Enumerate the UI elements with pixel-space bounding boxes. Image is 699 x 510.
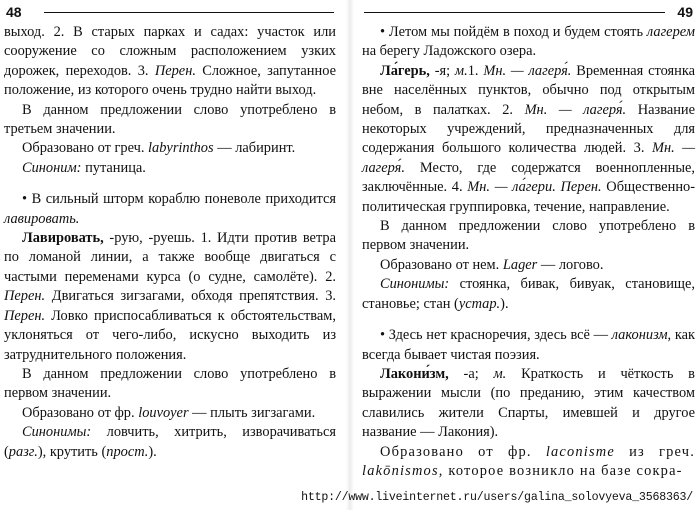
example-sentence: • В сильный шторм кораблю поневоле приходится лавировать. — [4, 191, 336, 227]
left-page — [0, 0, 344, 510]
header-rule — [364, 12, 665, 13]
example-sentence: • Летом мы пойдём в поход и будем стоять лагерем на берегу Ладожского озера. — [362, 24, 695, 60]
watermark-url: http://www.liveinternet.ru/users/galina_solovyeva_3568363/ — [301, 491, 693, 504]
dictionary-entry: Лакони́зм, -а; м. Краткость и чёткость в выражении мысли (по преданию, этим качеством славились жители Спарты, имевшей и другое название — Лакония). — [362, 365, 695, 441]
synonyms: Синонимы: стоянка, бивак, бивуак, становище, становье; стан (устар.). — [362, 276, 695, 312]
dictionary-entry: Лавировать, -рую, -руешь. 1. Идти против ветра по ломаной линии, а также вообще двигаться с частыми переменами курса (о судне, самолёте). 2. Перен. Двигаться зигзагами, обходя препятствия. 3. Перен. Ловко приспосабливаться к обстоятельствам, уклоняться от чего-либо, искусно выходить из затруднительного положения. — [4, 230, 336, 363]
dictionary-entry: Ла́герь, -я; м.1. Мн. — лагеря́. Временная стоянка вне населённых пунктов, обычно под открытым небом, в палатках. 2. Мн. — лагеря́. Название некоторых учреждений, предназначенных для содержания большого количества людей. 3. Мн. — лагеря́. Место, где содержатся военнопленные, заключённые. 4. Мн. — ла́гери. Перен. Общественно-политическая группировка, течение, направление. — [362, 62, 696, 215]
usage-note: В данном предложении слово употреблено в третьем значении. — [4, 101, 336, 138]
page-number-right: 49 — [677, 4, 693, 20]
synonyms: Синоним: путаница. — [22, 159, 146, 176]
page-number-left: 48 — [6, 4, 22, 20]
usage-note: В данном предложении слово употреблено в первом значении. — [362, 218, 695, 254]
running-head-left — [4, 3, 336, 21]
header-rule — [44, 12, 334, 13]
etymology: Образовано от греч. labyrinthos — лабиринт. — [22, 140, 296, 157]
right-page-text — [362, 23, 695, 481]
etymology: Образовано от фр. laconisme из греч. lakōnismos, которое возникло на базе сокра- — [362, 443, 695, 479]
definition-continuation: выход. 2. В старых парках и садах: участок или сооружение со сложным расположением узких дорожек, переходов. 3. Перен. Сложное, запутанное положение, из которого очень трудно найти выход. — [4, 24, 336, 99]
left-page-text — [4, 23, 336, 462]
example-sentence: • Здесь нет красноречия, здесь всё — лаконизм, как всегда бывает чистая поэзия. — [362, 327, 695, 363]
etymology: Образовано от нем. Lager — логово. — [380, 256, 604, 273]
usage-note: В данном предложении слово употреблено в первом значении. — [4, 365, 336, 402]
headword: Ла́герь, — [380, 62, 430, 79]
book-gutter — [346, 0, 354, 510]
right-page — [356, 0, 699, 510]
synonyms: Синонимы: ловчить, хитрить, изворачиваться (разг.), крутить (прост.). — [4, 424, 336, 460]
running-head-right — [362, 3, 695, 21]
headword: Лавировать, — [22, 230, 104, 247]
headword: Лакони́зм, — [380, 365, 449, 382]
etymology: Образовано от фр. louvoyer — плыть зигзагами. — [22, 404, 316, 421]
